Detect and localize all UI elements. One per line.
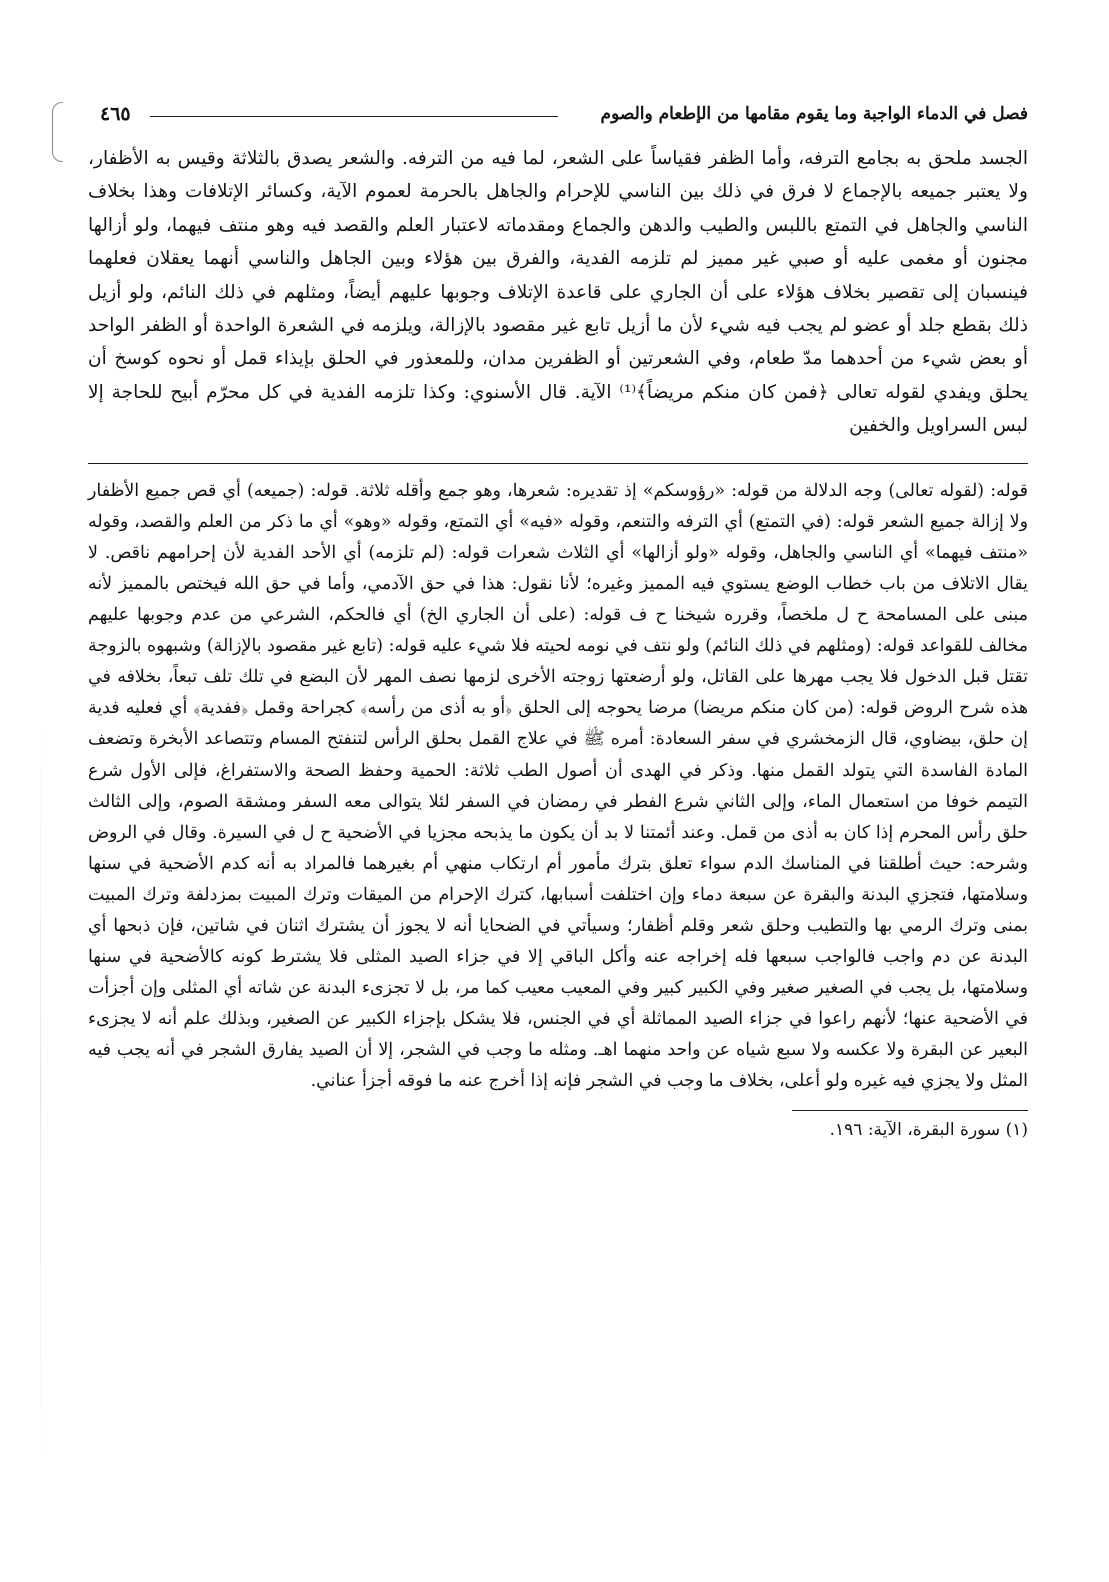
- chapter-title: فصل في الدماء الواجبة وما يقوم مقامها من الإطعام والصوم: [600, 104, 1028, 124]
- footnote-separator: [792, 1110, 1028, 1111]
- page-number: ٤٦٥: [100, 103, 131, 125]
- page: [88, 96, 1028, 1143]
- scan-edge-shadow: [40, 700, 41, 1480]
- header-rule: [150, 116, 558, 117]
- footnote: (١) سورة البقرة، الآية: ١٩٦.: [829, 1119, 1028, 1140]
- main-text: الجسد ملحق به بجامع الترفه، وأما الظفر فقياساً على الشعر، لما فيه من الترفه. والشعر يصدق بالثلاثة وقيس به الأظفار، ولا يعتبر جميعه بالإجماع لا فرق في ذلك بين الناسي للإحرام والجاهل بالحرمة لعموم الآية، وكسائر الإتلافات وهذا بخلاف الناسي والجاهل في التمتع باللبس والطيب والدهن والجماع ومقدماته لاعتبار العلم والقصد فيه وهو منتف فيهما، ولو أزالها مجنون أو مغمى عليه أو صبي غير مميز لم تلزمه الفدية، والفرق بين هؤلاء وبين الجاهل والناسي أنهما يعقلان فعلهما فينسبان إلى تقصير بخلاف هؤلاء على أن الجاري على قاعدة الإتلاف وجوبها عليهم أيضاً، ومثلهم في ذلك النائم، ولو أزيل ذلك بقطع جلد أو عضو لم يجب فيه شيء لأن ما أزيل تابع غير مقصود بالإزالة، ويلزمه في الشعرة الواحدة أو الظفر الواحد أو بعض شيء من أحدهما مدّ طعام، وفي الشعرتين أو الظفرين مدان، وللمعذور في الحلق بإيذاء قمل أو نحوه كوسخ أن يحلق ويفدي لقوله تعالى ﴿فمن كان منكم مريضاً﴾⁽¹⁾ الآية. قال الأسنوي: وكذا تلزمه الفدية في كل محرّم أبيح للحاجة إلا لبس السراويل والخفين: [88, 148, 1028, 437]
- commentary-separator: [88, 463, 1028, 464]
- commentary-paragraph: قوله: (لقوله تعالى) وجه الدلالة من قوله: «رؤوسكم» إذ تقديره: شعرها، وهو جمع وأقله ثلاثة. قوله: (جميعه) أي قص جميع الأظفار ولا إزالة جميع الشعر قوله: (في التمتع) أي الترفه والتنعم، وقوله «فيه» أي التمتع، وقوله «وهو» أي ما ذكر من العلم والقصد، وقوله «منتف فيهما» أي الناسي والجاهل، وقوله «ولو أزالها» أي الثلاث شعرات قوله: (لم تلزمه) أي الأحد الفدية لأن إحرامهم ناقص. لا يقال الاتلاف من باب خطاب الوضع يستوي فيه المميز وغيره؛ لأنا نقول: هذا في حق الآدمي، وأما في حق الله فيختص بالمميز لأنه مبنى على المسامحة ح ل ملخصاً، وقرره شيخنا ح ف قوله: (على أن الجاري الخ) أي فالحكم، الشرعي من عدم وجوبها عليهم مخالف للقواعد قوله: (ومثلهم في ذلك النائم) ولو نتف في نومه لحيته فلا شيء عليه قوله: (تابع غير مقصود بالإزالة) وشبهوه بالزوجة تقتل قبل الدخول فلا يجب مهرها على القاتل، ولو أرضعتها زوجته الأخرى لزمها نصف المهر لأن البضع في تلك تلف تبعاً، بخلافه في هذه شرح الروض قوله: (من كان منكم مريضا) مرضا يحوجه إلى الحلق ﴿أو به أذى من رأسه﴾ كجراحة وقمل ﴿ففدية﴾ أي فعليه فدية إن حلق، بيضاوي، قال الزمخشري في سفر السعادة: أمره ﷺ في علاج القمل بحلق الرأس لتنفتح المسام وتتصاعد الأبخرة وتضعف المادة الفاسدة التي يتولد القمل منها. وذكر في الهدى أن أصول الطب ثلاثة: الحمية وحفظ الصحة والاستفراغ، فإلى الأول شرع التيمم خوفا من استعمال الماء، وإلى الثاني شرع الفطر في رمضان في السفر لئلا يتوالى معه السفر ومشقة الصوم، وإلى الثالث حلق رأس المحرم إذا كان به أذى من قمل. وعند أئمتنا لا بد أن يكون ما يذبحه مجزيا في الأضحية ح ل في السيرة. وقال في الروض وشرحه: حيث أطلقنا في المناسك الدم سواء تعلق بترك مأمور أم ارتكاب منهي أم بغيرهما فالمراد به أنه كدم الأضحية في سنها وسلامتها، فتجزي البدنة والبقرة عن سبعة دماء وإن اختلفت أسبابها، كترك الإحرام من الميقات وترك المبيت بمزدلفة وترك المبيت بمنى وترك الرمي بها والتطيب وحلق شعر وقلم أظفار؛ وسيأتي في الضحايا أنه لا يجوز أن يشترك اثنان في شاتين، فإن ذبحها أي البدنة عن دم واجب فالواجب سبعها فله إخراجه عنه وأكل الباقي إلا في جزاء الصيد المثلى فلا يشترط كونه كالأضحية في سنها وسلامتها، بل يجب في الصغير صغير وفي الكبير كبير وفي المعيب معيب كما مر، بل لا تجزىء البدنة عن شاته أي المثلى وإن أجزأت في الأضحية عنها؛ لأنهم راعوا في جزاء الصيد المماثلة أي في الجنس، فلا يشكل بإجزاء الكبير عن الصغير، وبذلك علم أنه لا يجزىء البعير عن البقرة ولا عكسه ولا سبع شياه عن واحد منهما اهـ. ومثله ما وجب في الشجر، إلا أن الصيد يفارق الشجر في أنه يجب فيه المثل ولا يجزي فيه غيره ولو أعلى، بخلاف ما وجب في الشجر فإنه إذا أخرج عنه ما فوقه أجزأ عناني.: [88, 480, 1028, 1092]
- running-header: [88, 96, 1028, 130]
- commentary: [88, 476, 1028, 1098]
- margin-bracket-mark: [52, 102, 63, 162]
